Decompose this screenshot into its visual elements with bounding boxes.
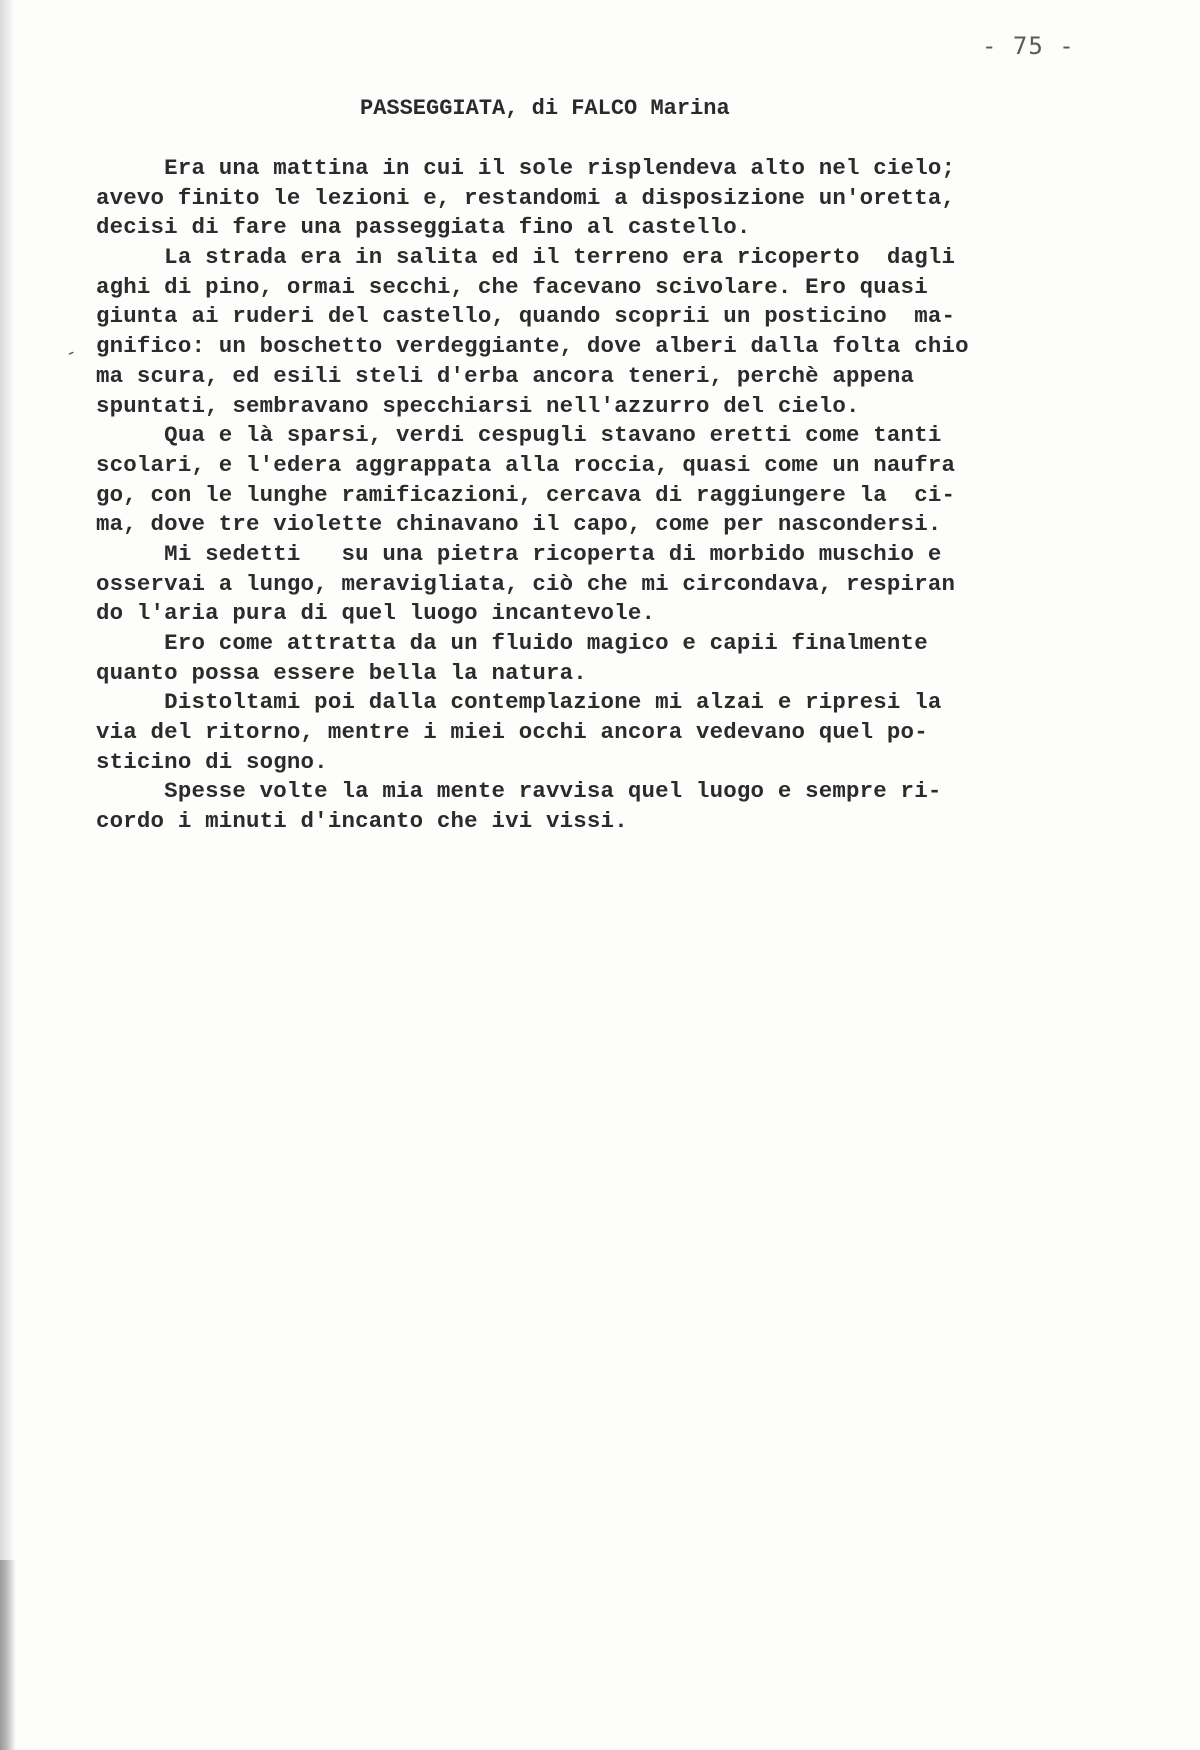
text-line: avevo finito le lezioni e, restandomi a disposizione un'oretta, <box>96 184 956 211</box>
text-line: sticino di sogno. <box>96 748 328 775</box>
text-line: Era una mattina in cui il sole risplendeva alto nel cielo; <box>96 155 956 181</box>
scan-edge-shadow <box>0 0 14 1750</box>
text-line: osservai a lungo, meravigliata, ciò che mi circondava, respiran <box>96 570 956 597</box>
text-line: cordo i minuti d'incanto che ivi vissi. <box>96 808 628 835</box>
text-line: aghi di pino, ormai secchi, che facevano scivolare. Ero quasi <box>96 273 928 300</box>
text-line: via del ritorno, mentre i miei occhi ancora vedevano quel po- <box>96 719 928 746</box>
text-line: spuntati, sembravano specchiarsi nell'azzurro del cielo. <box>96 392 860 419</box>
scan-edge-shadow-bottom <box>0 1560 16 1750</box>
text-line: ma, dove tre violette chinavano il capo, come per nascondersi. <box>96 511 942 538</box>
text-line: scolari, e l'edera aggrappata alla roccia, quasi come un naufra <box>96 451 956 478</box>
margin-mark: - <box>62 342 81 366</box>
text-line: giunta ai ruderi del castello, quando scoprii un posticino ma- <box>96 303 956 330</box>
story-body <box>96 154 1096 837</box>
text-line: go, con le lunghe ramificazioni, cercava di raggiungere la ci- <box>96 481 956 508</box>
page-number: - 75 - <box>982 32 1075 60</box>
text-line: gnifico: un boschetto verdeggiante, dove alberi dalla folta chio <box>96 333 969 360</box>
text-line: Qua e là sparsi, verdi cespugli stavano eretti come tanti <box>96 422 942 449</box>
text-line: quanto possa essere bella la natura. <box>96 659 587 686</box>
text-line: ma scura, ed esili steli d'erba ancora teneri, perchè appena <box>96 362 915 389</box>
text-line: La strada era in salita ed il terreno era ricoperto dagli <box>96 244 956 271</box>
document-title: PASSEGGIATA, di FALCO Marina <box>360 96 730 121</box>
text-line: decisi di fare una passeggiata fino al castello. <box>96 214 751 241</box>
text-line: do l'aria pura di quel luogo incantevole. <box>96 600 656 627</box>
text-line: Ero come attratta da un fluido magico e capii finalmente <box>96 630 928 656</box>
text-line: Mi sedetti su una pietra ricoperta di morbido muschio e <box>96 540 942 567</box>
text-line: Distoltami poi dalla contemplazione mi alzai e ripresi la <box>96 689 942 716</box>
text-line: Spesse volte la mia mente ravvisa quel luogo e sempre ri- <box>96 778 942 805</box>
